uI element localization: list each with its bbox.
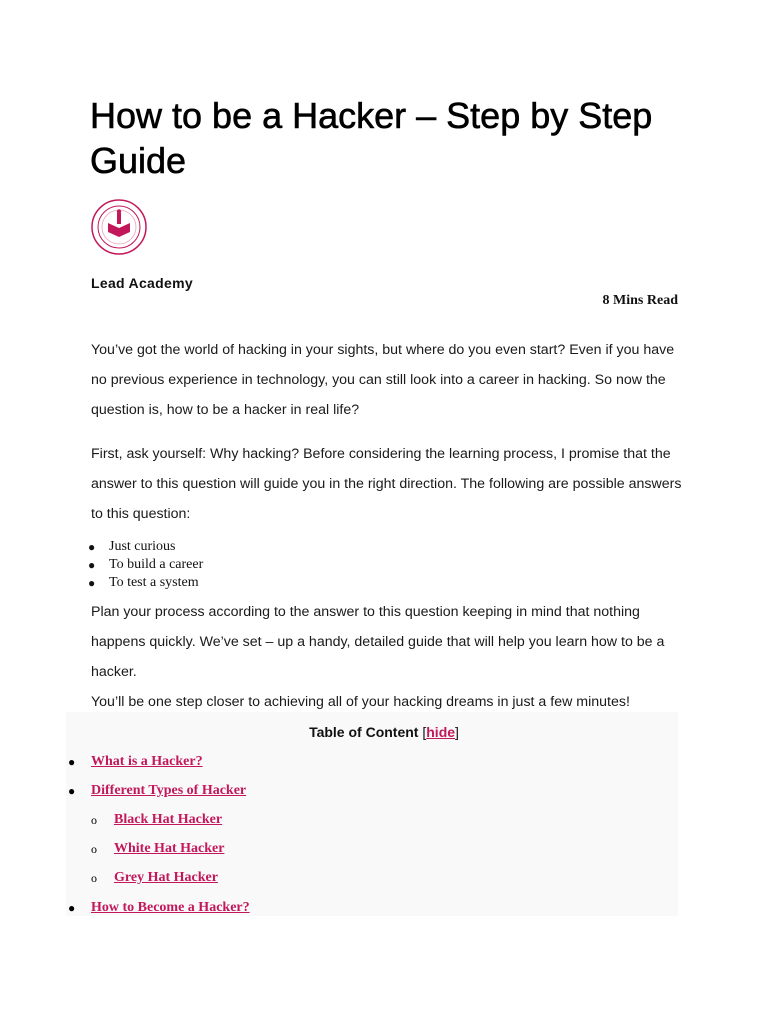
toc-bracket-close: ] [455,724,459,740]
toc-link[interactable]: Grey Hat Hacker [114,870,218,885]
list-item: ● Just curious [88,539,176,554]
toc-item-become-hacker [68,899,250,917]
bullet-icon: ● [88,576,96,590]
bullet-icon: ● [88,540,96,554]
closing-paragraph: You’ll be one step closer to achieving all of your hacking dreams in just a few minutes! [91,694,630,710]
lead-academy-logo-icon [91,199,147,255]
toc-bracket-open: [ [422,724,427,740]
toc-item-white-hat [91,840,225,858]
toc-link[interactable]: What is a Hacker? [91,754,203,769]
toc-link[interactable]: Different Types of Hacker [91,783,247,798]
bullet-icon: ● [68,901,76,915]
toc-link[interactable]: Black Hat Hacker [114,812,223,827]
toc-hide-link[interactable]: hide [426,724,456,740]
toc-item-black-hat [91,811,223,829]
circle-bullet-icon: o [91,871,97,885]
bullet-icon: ● [68,784,76,798]
toc-header [90,712,678,752]
list-item: ● To test a system [88,575,199,590]
toc-title: Table of Content [309,724,419,740]
intro-paragraph: You’ve got the world of hacking in your sights, but where do you even start? Even if you have no previous experience in technology, you can still look into a career in hacking. So now the question is, how to be a hacker in real life? [91,342,675,418]
toc-link[interactable]: White Hat Hacker [114,841,225,856]
answers-list [88,538,204,592]
toc-item-what-is-hacker [68,753,203,771]
toc-item-types-of-hacker [68,782,247,800]
toc-link[interactable]: How to Become a Hacker? [91,900,250,915]
circle-bullet-icon: o [91,842,97,856]
article-title: How to be a Hacker – Step by Step Guide [90,95,653,181]
toc-item-grey-hat [91,869,218,887]
plan-paragraph: Plan your process according to the answer to this question keeping in mind that nothing happens quickly. We’ve set – up a handy, detailed guide that will help you learn how to be a hacker. [91,604,665,680]
bullet-icon: ● [68,755,76,769]
author-name: Lead Academy [91,275,193,291]
circle-bullet-icon: o [91,813,97,827]
list-item: ● To build a career [88,557,204,572]
read-time: 8 Mins Read [602,293,678,308]
bullet-icon: ● [88,558,96,572]
question-paragraph: First, ask yourself: Why hacking? Before considering the learning process, I promise that the answer to this question will guide you in the right direction. The following are possible answers to this question: [91,446,682,522]
